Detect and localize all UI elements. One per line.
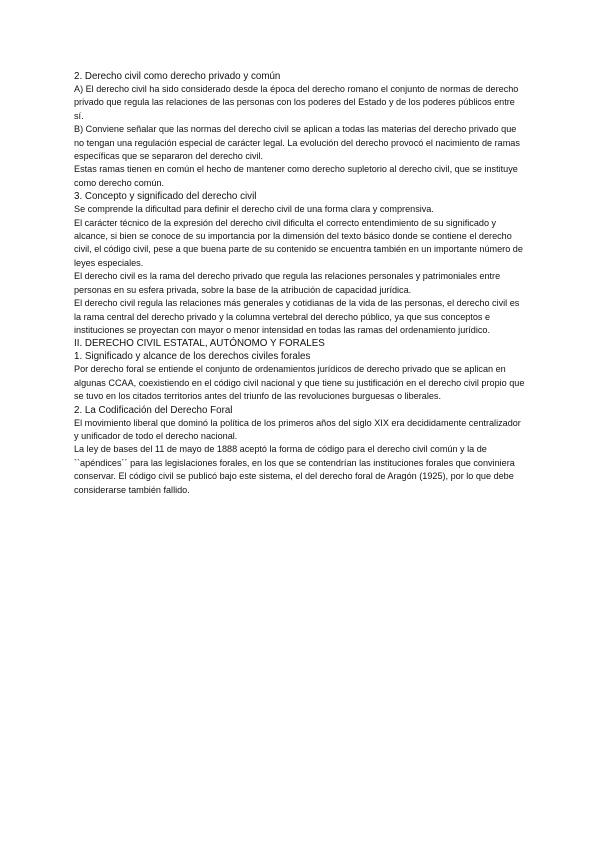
paragraph: Por derecho foral se entiende el conjunto de ordenamientos jurídicos de derecho privado que se aplican en algunas CCAA, coexistiendo en el código civil nacional y que tiene su justificación en el derecho civil propio que se tuvo en los citados territorios antes del triunfo de las revoluciones burguesas o liberales.	[74, 364, 525, 402]
paragraph: El derecho civil regula las relaciones más generales y cotidianas de la vida de las personas, el derecho civil es la rama central del derecho privado y la columna vertebral del derecho público, ya que sus conceptos e instituciones se proyectan con mayor o menor intensidad en todas las ramas del ordenamiento jurídico.	[74, 298, 520, 335]
section-heading-derecho-civil-privado-comun: 2. Derecho civil como derecho privado y común	[74, 71, 281, 82]
section-heading-concepto-significado: 3. Concepto y significado del derecho civil	[74, 191, 257, 203]
paragraph: Se comprende la dificultad para definir el derecho civil de una forma clara y comprensiva.	[74, 204, 434, 215]
paragraph: A) El derecho civil ha sido considerado desde la época del derecho romano el conjunto de normas de derecho privado que regula las relaciones de las personas con los poderes del Estado y de los poderes públicos entre sí.	[74, 84, 519, 121]
paragraph: La ley de bases del 11 de mayo de 1888 aceptó la forma de código para el derecho civil común y la de ``apéndices´´ para las legislaciones forales, en los que se contendrían las instituciones forales que conviniera conservar. El código civil se publicó bajo este sistema, el del derecho foral de Aragón (1925), por lo que debe considerarse también fallido.	[74, 444, 515, 495]
paragraph: B) Conviene señalar que las normas del derecho civil se aplican a todas las materias del derecho privado que no tengan una regulación especial de carácter legal. La evolución del derecho provocó el nacimiento de ramas específicas que se separaron del derecho civil.	[74, 124, 520, 162]
paragraph: Estas ramas tienen en común el hecho de mantener como derecho supletorio al derecho civil, que se instituye como derecho común.	[74, 164, 518, 188]
paragraph: El derecho civil es la rama del derecho privado que regula las relaciones personales y patrimoniales entre personas en su esfera privada, sobre la base de la atribución de capacidad jurídica.	[74, 271, 501, 295]
chapter-heading-derecho-civil-estatal: II. DERECHO CIVIL ESTATAL, AUTÓNOMO Y FORALES	[74, 338, 325, 350]
section-heading-derechos-civiles-forales: 1. Significado y alcance de los derechos civiles forales	[74, 351, 311, 363]
paragraph: El movimiento liberal que dominó la política de los primeros años del siglo XIX era decididamente centralizador y unificador de todo el derecho nacional.	[74, 417, 521, 441]
section-heading-codificacion-derecho-foral: 2. La Codificación del Derecho Foral	[74, 404, 233, 416]
paragraph: El carácter técnico de la expresión del derecho civil dificulta el correcto entendimiento de su significado y alcance, si bien se conoce de su importancia por la dimensión del texto básico donde se contiene el derecho civil, el código civil, pese a que buena parte de su contenido se encuentra también en un importante número de leyes especiales.	[74, 217, 523, 268]
